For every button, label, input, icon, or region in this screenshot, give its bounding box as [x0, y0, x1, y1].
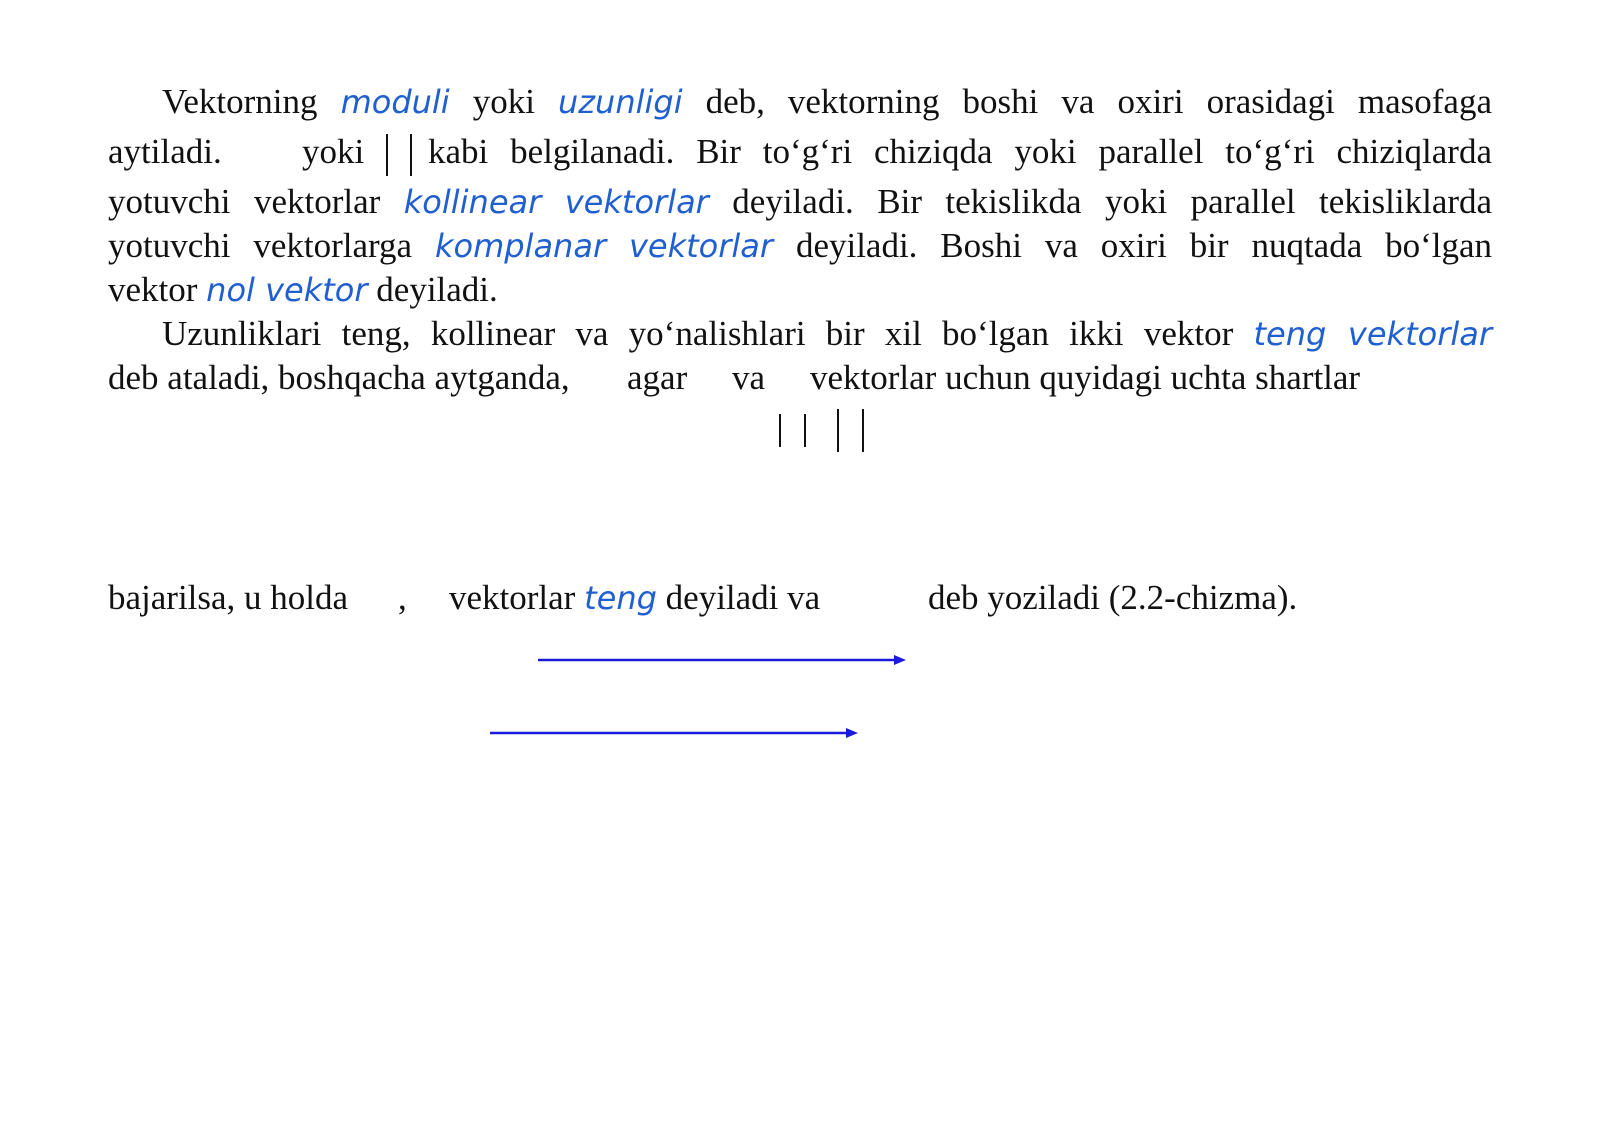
paragraph-1-line-3: yotuvchi vektorlar kollinear vektorlar deyiladi. Bir tekislikda yoki parallel tekisliklarda [108, 182, 1493, 221]
paragraph-2-line-2b: agar [627, 358, 688, 397]
condition-bar-3 [837, 409, 839, 452]
term-teng-vektorlar: teng vektorlar [1253, 315, 1493, 353]
vector-arrow-bottom [488, 725, 860, 741]
paragraph-1-line-2b: yoki [302, 132, 365, 171]
paragraph-1-line-2c: kabi belgilanadi. Bir to‘g‘ri chiziqda yoki parallel to‘g‘ri chiziqlarda [428, 132, 1492, 171]
paragraph-2-line-2c: va [732, 358, 766, 397]
term-kollinear: kollinear [403, 183, 542, 221]
paragraph-2-line-3e: deb yoziladi (2.2-chizma). [928, 578, 1298, 617]
term-komplanar: komplanar [434, 227, 607, 265]
paragraph-2-line-3b: , [398, 578, 407, 617]
modulus-bar-left [386, 134, 388, 176]
term-moduli: moduli [340, 83, 450, 121]
paragraph-1-line-2a: aytiladi. [108, 132, 222, 171]
paragraph-2-line-1: Uzunliklari teng, kollinear va yo‘nalishlari bir xil bo‘lgan ikki vektor teng vektorlar [162, 314, 1493, 353]
paragraph-2-line-2a: deb ataladi, boshqacha aytganda, [108, 358, 570, 397]
term-vektorlar-1: vektorlar [564, 183, 709, 221]
condition-bar-2 [804, 414, 806, 447]
term-teng: teng [584, 579, 657, 617]
paragraph-1-line-1: Vektorning moduli yoki uzunligi deb, vektorning boshi va oxiri orasidagi masofaga [162, 82, 1492, 121]
condition-bar-4 [862, 409, 864, 452]
vector-arrow-top [536, 652, 908, 668]
paragraph-2-line-2d: vektorlar uchun quyidagi uchta shartlar [810, 358, 1361, 397]
paragraph-2-line-3c: vektorlar teng deyiladi va [449, 578, 821, 617]
term-vektorlar-2: vektorlar [628, 227, 774, 265]
modulus-bar-right [410, 134, 412, 176]
paragraph-1-line-5: vektor nol vektor deyiladi. [108, 270, 498, 309]
paragraph-2-line-3a: bajarilsa, u holda [108, 578, 349, 617]
condition-bar-1 [779, 414, 781, 447]
paragraph-1-line-4: yotuvchi vektorlarga komplanar vektorlar deyiladi. Boshi va oxiri bir nuqtada bo‘lgan [108, 226, 1493, 265]
term-nol-vektor: nol vektor [206, 271, 368, 309]
term-uzunligi: uzunligi [557, 83, 683, 121]
